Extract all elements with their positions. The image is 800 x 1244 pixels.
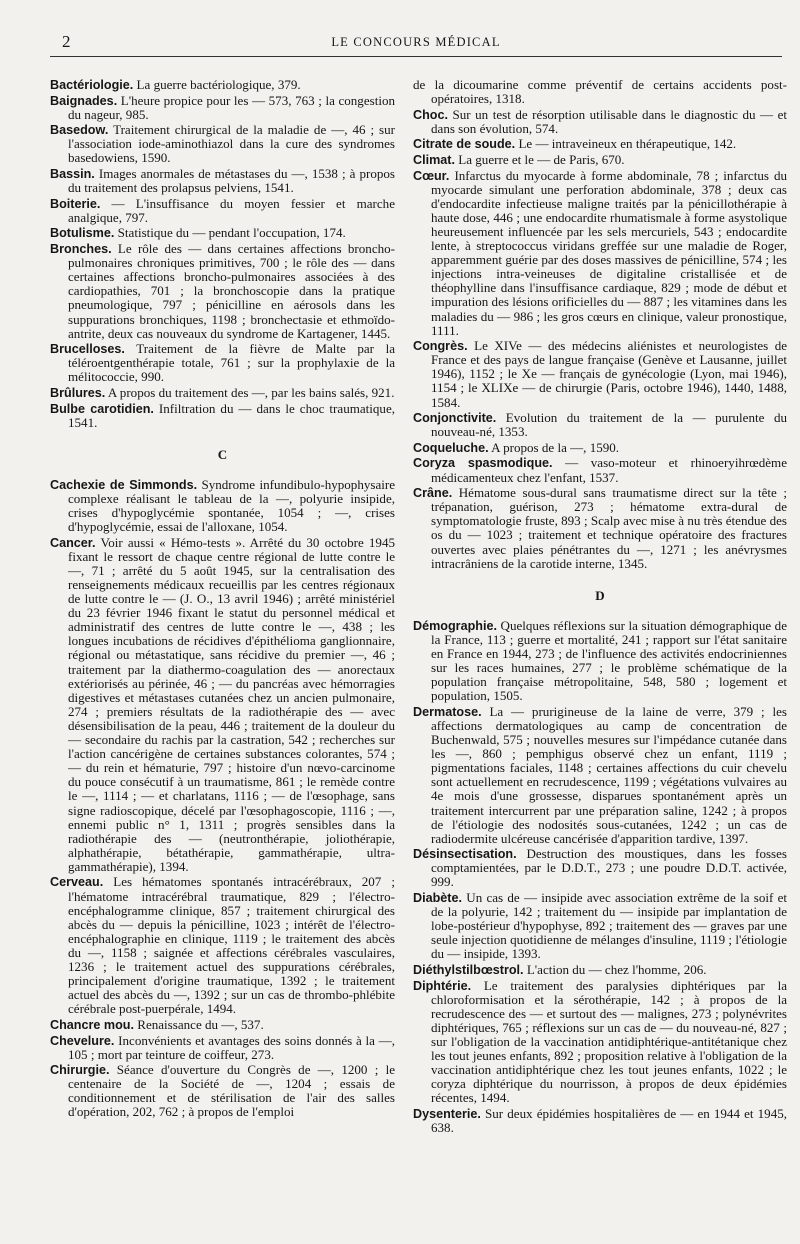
index-references: — vaso-moteur et rhinoeryihrœdème médicamenteux chez l'enfant, 1537.: [431, 455, 787, 485]
index-references: La guerre et le — de Paris, 670.: [458, 151, 625, 167]
index-entry: [50, 167, 395, 195]
index-entry: [413, 153, 787, 167]
index-entry: [50, 875, 395, 1016]
index-references: Infarctus du myocarde à forme abdominale, 78 ; infarctus du myocarde simulant une perforation abdominale, 378 ; deux cas d'endocardite infectieuse maligne traités par la pénicillothérapie à haute dose, 446 ; une endocardite rhumatismale à forme asystolique heureusement influencée par les sels mercuriels, 543 ; endocardite lente, à streptococcus viridans greffée sur une maladie de Roger, apparemment guérie par des doses massives de pénicilline, 574 ; les injections intra-veineuses de digitaline cristallisée et de théophylline dans l'insuffisance cardiaque, 829 ; mode de début et impuration des lésions orificielles du — 887 ; les vitamines dans les maladies du — 986 ; les gros cœurs en clinique, valeur pronostique, 1111.: [431, 167, 788, 338]
index-entry: [413, 891, 787, 961]
index-entry: [50, 342, 395, 384]
index-references: Sur deux épidémies hospitalières de — en 1944 et 1945, 638.: [431, 1105, 787, 1136]
index-entry: [413, 137, 787, 151]
index-term: Chevelure.: [50, 1033, 115, 1048]
page-header: [50, 28, 782, 57]
section-heading-c: C: [217, 446, 228, 462]
index-entry: [50, 536, 395, 874]
index-term: Bactériologie.: [50, 78, 134, 92]
index-term: Dermatose.: [413, 704, 482, 719]
index-term: Congrès.: [413, 339, 468, 354]
index-references: Destruction des moustiques, dans les fosses comptamientées, par le D.D.T., 273 ; une poudre D.D.T. activée, 999.: [431, 846, 787, 890]
index-entry: [50, 123, 395, 165]
index-entry: [50, 197, 395, 225]
index-term: Baignades.: [50, 93, 118, 108]
index-references: — L'insuffisance du moyen fessier et marche analgique, 797.: [68, 195, 396, 225]
entry-list-d: [413, 619, 787, 1135]
index-entry: [50, 1018, 395, 1032]
index-term: Bassin.: [50, 167, 95, 182]
index-term: Cerveau.: [50, 875, 104, 890]
index-term: Botulisme.: [50, 226, 115, 241]
section-heading-d: D: [595, 587, 605, 603]
index-references: L'action du — chez l'homme, 206.: [526, 962, 707, 978]
index-term: Conjonctivite.: [413, 411, 497, 426]
index-term: Dysenterie.: [413, 1106, 481, 1121]
index-references: Evolution du traitement de la — purulente du nouveau-né, 1353.: [431, 410, 787, 440]
index-term: Diphtérie.: [413, 978, 472, 993]
index-references: Les hématomes spontanés intracérébraux, 207 ; l'hématome intracérébral traumatique, 829 ; l'électro-encéphalogramme clinique, 857 ; traitement chirurgical des abcès du — depuis la pénicilline, 1023 ; intérêt de l'électro-encéphalographie en clinique, 1119 ; le traitement des abcès du —, 1158 ; saignée et affections cérébrales vasculaires, 1236 ; le traitement actuel des suppurations cérébrales, principalement d'origine traumatique, 1392 ; le traitement actuel des abcès du —, 1392 ; sur un cas de thrombo-phlébite cérébrale post-puerpérale, 1494.: [68, 874, 395, 1017]
index-entry: [413, 441, 787, 455]
index-term: Cachexie de Simmonds.: [50, 477, 198, 492]
index-references: Images anormales de métastases du —, 1538 ; à propos du traitement des prolapsus pelviens, 1541.: [68, 166, 395, 196]
index-term: Basedow.: [50, 123, 109, 138]
index-term: Cancer.: [50, 535, 96, 550]
index-references: Infiltration du — dans le choc traumatique, 1541.: [68, 400, 396, 430]
index-term: Citrate de soude.: [413, 137, 516, 152]
index-references: Inconvénients et avantages des soins donnés à la —, 105 ; mort par teinture de coiffeur, 273.: [68, 1032, 395, 1062]
index-entry: [50, 402, 395, 430]
index-entry: [413, 1107, 787, 1135]
index-term: Chirurgie.: [50, 1063, 110, 1078]
index-entry: [50, 1063, 395, 1119]
index-entry: [413, 78, 787, 106]
index-entry: [50, 78, 395, 92]
index-term: Démographie.: [413, 618, 497, 633]
index-term: Climat.: [413, 152, 455, 167]
index-term: Choc.: [413, 107, 448, 122]
index-references: Un cas de — insipide avec association extrême de la soif et de la polyurie, 142 ; traitement du — insipide par implantation de lobe-postérieur d'hypophyse, 892 ; traitement des — graves par une seule injection quotidienne de mélanges d'insuline, 1119 ; l'étiologie du — insipide, 1393.: [431, 890, 787, 962]
index-entry: [50, 94, 395, 122]
left-column: [50, 78, 395, 1121]
index-term: Désinsectisation.: [413, 847, 517, 862]
index-entry: [413, 619, 787, 704]
index-term: Bronches.: [50, 242, 112, 257]
index-references: Syndrome infundibulo-hypophysaire complexe réalisant le tableau de la —, polyurie insipide, crises d'hypoglycémie spontanée, 1054 ; —, crises d'hypoglycémie, essai de l'alloxane, 1054.: [68, 476, 395, 535]
entry-list-b: [50, 78, 395, 430]
index-term: Brucelloses.: [50, 342, 125, 357]
index-term: Diabète.: [413, 891, 462, 906]
index-entry: [413, 169, 787, 338]
index-references: La — prurigineuse de la laine de verre, 379 ; les affections dermatologiques au camp de concentration de Buchenwald, 575 ; nouvelles mesures sur l'impédance cutanée dans les —, 860 ; pemphigus observé chez un enfant, 1119 ; pigmentations faciales, 1148 ; certaines affections du cuir chevelu sont actuellement en recrudescence, 1199 ; végétations vulvaires au 4e mois d'une grossesse, disparues spontanément après un traitement intercurrent par une préparation saline, 1242 ; à propos de l'étiologie des nodosités sous-cutanées, 1242 ; un cas de radiodermite ulcéreuse cancérisée d'apparition tardive, 1397.: [431, 703, 787, 846]
index-entry: [413, 339, 787, 409]
index-term: Diéthylstilbœstrol.: [413, 963, 524, 978]
index-references: Traitement chirurgical de la maladie de —, 46 ; sur l'association iode-aminothiazol dans la cure des syndromes basedowiens, 1590.: [68, 122, 395, 166]
index-entry: [50, 386, 395, 400]
index-references: Quelques réflexions sur la situation démographique de la France, 113 ; guerre et mortalité, 241 ; rapport sur l'état sanitaire en France en 1944, 273 ; de l'influence des activités endocriniennes sur les races humaines, 277 ; le problème schématique de la population française métropolitaine, 548, 580 ; logement et population, 1505.: [431, 617, 787, 704]
index-references: Le rôle des — dans certaines affections broncho-pulmonaires chroniques primitives, 700 ; le rôle des — dans certaines affections broncho-pulmonaires associées à des cardiopathies, 701 ; la bronchoscopie dans la pratique pneumologique, 797 ; pénicilline en aérosols dans les suppurations bronchiques, 1198 ; bronchectasie et ethmoïdo-antrite, deux cas nouveaux du syndrome de Kartagener, 1445.: [68, 241, 395, 341]
index-entry: [413, 456, 787, 484]
index-entry: [413, 963, 787, 977]
index-references: A propos du traitement des —, par les bains salés, 921.: [107, 384, 395, 400]
index-term: Coryza spasmodique.: [413, 456, 553, 471]
index-references: La guerre bactériologique, 379.: [136, 77, 301, 92]
index-references: Sur un test de résorption utilisable dans le diagnostic du — et dans son évolution, 574.: [431, 106, 788, 136]
index-term: Coqueluche.: [413, 440, 489, 455]
index-references: Traitement de la fièvre de Malte par la téléroentgenthérapie totale, 761 ; sur la prophylaxie de la mélitococcie, 990.: [68, 341, 396, 385]
index-term: Boiterie.: [50, 196, 101, 211]
index-references: Statistique du — pendant l'occupation, 174.: [117, 225, 346, 241]
index-entry: [50, 1034, 395, 1062]
index-entry: [50, 478, 395, 534]
entry-list-c: [50, 478, 395, 1120]
running-title: LE CONCOURS MÉDICAL: [331, 35, 501, 49]
index-references: Le traitement des paralysies diphtériques par la chloroformisation et la sérothérapie, 142 ; à propos de la recrudescence des — et surtout des — malignes, 273 ; polynévrites diphtériques, 765 ; réflexions sur un cas de — du nouveau-né, 827 ; sur l'obligation de la vaccination antidiphtérique-antitétanique chez les tout jeunes enfants, 892 ; proposition relative à l'obligation de la vaccination antidiphtérique chez les tout jeunes enfants, 1022 ; le coryza diphtérique du nourrisson, à propos de deux épidémies récentes, 1494.: [431, 977, 787, 1106]
index-entry: [413, 486, 787, 571]
index-term: Crâne.: [413, 486, 453, 501]
index-references: Séance d'ouverture du Congrès de —, 1200 ; le centenaire de la Société de —, 1204 ; essais de conditionnement et de stérilisation de l'air des salles d'opération, 202, 762 ; à propos de l'emploi: [68, 1062, 395, 1120]
index-entry: [50, 242, 395, 341]
index-references: A propos de la —, 1590.: [491, 439, 620, 455]
index-entry: [413, 847, 787, 889]
index-references: L'heure propice pour les — 573, 763 ; la congestion du nageur, 985.: [68, 92, 396, 122]
entry-list-c-continued: [413, 78, 787, 571]
index-references: Hématome sous-dural sans traumatisme direct sur la tête ; trépanation, guérison, 273 ; hématome extra-dural de symptomatologie fruste, 893 ; Scalp avec mise à nu très étendue des os du — 1023 ; traitement et technique opératoire des fractures ouvertes avec plaies pénétrantes du —, 1271 ; les anévrysmes intracrâniens de la carotide interne, 1345.: [431, 485, 787, 571]
index-term: Brûlures.: [50, 385, 106, 400]
right-column: [413, 78, 787, 1137]
index-term: Bulbe carotidien.: [50, 401, 154, 416]
index-references: Le XIVe — des médecins aliénistes et neurologistes de France et des pays de langue française (Genève et Lausanne, juillet 1946), 1152 ; le Xe — français de gynécologie (Lyon, mai 1946), 1154 ; le XLIXe — de chirurgie (Paris, octobre 1946), 1440, 1488, 1584.: [431, 338, 788, 410]
index-entry: [413, 108, 787, 136]
index-term: Chancre mou.: [50, 1017, 134, 1032]
index-references: Renaissance du —, 537.: [137, 1016, 264, 1032]
page-number: 2: [62, 32, 71, 51]
index-references: Le — intraveineux en thérapeutique, 142.: [518, 136, 737, 152]
index-references: de la dicoumarine comme préventif de certains accidents post-opératoires, 1318.: [413, 77, 787, 107]
index-entry: [413, 705, 787, 846]
index-term: Cœur.: [413, 168, 450, 183]
index-references: Voir aussi « Hémo-tests ». Arrêté du 30 octobre 1945 fixant le ressort de chaque centre régional de lutte contre le —, 71 ; arrêté du 5 août 1945, sur la centralisation des renseignements médicaux recueillis par les centres régionaux de lutte contre le — (J. O., 13 avril 1946) ; arrêté ministériel du 23 février 1946 fixant le statut du personnel médical et administratif des centres de lutte contre le —, 438 ; les longues incubations de récidives d'épithélioma ganglionnaire, régional ou métastatique, sans récidive du premier —, 46 ; traitement par la diathermo-coagulation des — anorectaux extériorisés au périnée, 46 ; — du pancréas avec hémorragies digestives et métastases cutanées chez un ancien pulmonaire, 274 ; premiers résultats de la radiothérapie des — avec désensibilisation de la peau, 446 ; traitement de la douleur du — secondaire du rachis par la castration, 542 ; recherches sur l'action cancérigène de certaines substances colorantes, 574 ; — du rein et hématurie, 797 ; histoire d'un nœvo-carcinome du pouce consécutif à un traumatisme, 861 ; le remède contre le —, 1114 ; — et charlatans, 1116 ; — de l'œsophage, sans signe radioscopique, décelé par l'œsophagoscopie, 1116 ; —, ennemi public n° 1, 1311 ; progrès sensibles dans la radiothérapie des — (neutronthérapie, joliothérapie, alphathérapie, bétathérapie, gammathérapie, ultra-gammathérapie), 1394.: [68, 534, 396, 874]
index-entry: [413, 411, 787, 439]
index-entry: [413, 979, 787, 1106]
index-entry: [50, 226, 395, 240]
